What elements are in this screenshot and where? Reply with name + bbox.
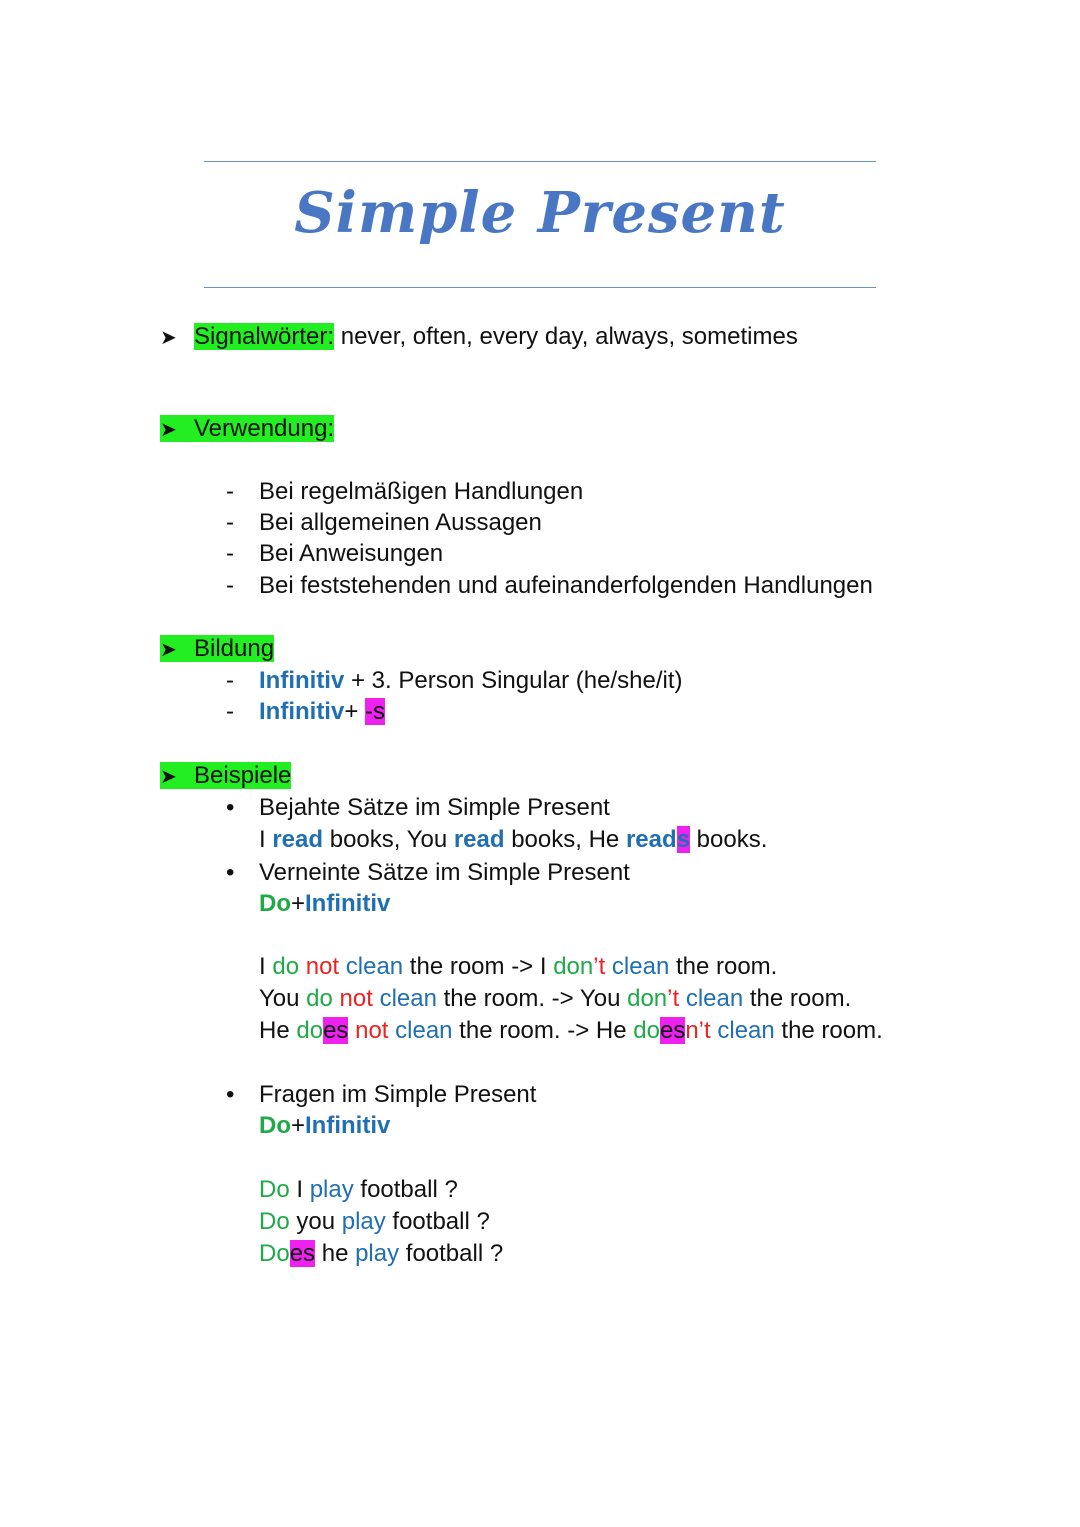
infinitiv-term: Infinitiv <box>259 667 345 694</box>
example-text: I <box>289 1176 310 1203</box>
verwendung-label-box <box>160 415 334 442</box>
do-word: do <box>272 953 300 980</box>
beispiele-label: Beispiele <box>194 762 292 789</box>
example-text: the room. <box>743 985 852 1012</box>
bejaht-heading: Bejahte Sätze im Simple Present <box>259 794 610 821</box>
arrow-bullet-icon: ➤ <box>160 639 177 661</box>
space <box>333 985 340 1012</box>
example-text: books, You <box>323 826 454 853</box>
s-suffix: s <box>676 826 690 853</box>
verneint-heading: Verneinte Sätze im Simple Present <box>259 859 630 886</box>
verb-clean: clean <box>717 1017 775 1044</box>
example-text: the room. <box>669 953 778 980</box>
do-term: Do <box>259 1112 291 1139</box>
bildung-line-1 <box>259 665 683 696</box>
do-word: do <box>633 1017 660 1044</box>
infinitiv-term: Infinitiv <box>305 890 391 917</box>
do-word: Do <box>259 1240 290 1267</box>
fragen-formula <box>259 1110 390 1141</box>
dash-bullet: - <box>226 572 234 599</box>
verb-clean: clean <box>611 953 670 980</box>
example-text: I <box>259 826 273 853</box>
example-text: the room. -> You <box>436 985 628 1012</box>
plus-sign: + <box>291 1112 306 1139</box>
apostrophe-t: ’t <box>667 985 680 1012</box>
bildung-rule-text: + 3. Person Singular (he/she/it) <box>344 667 683 694</box>
bottom-rule <box>204 287 876 288</box>
verwendung-label: Verwendung: <box>194 415 335 442</box>
dash-bullet: - <box>226 540 234 567</box>
verb-clean: clean <box>685 985 744 1012</box>
example-text: he <box>315 1240 356 1267</box>
space <box>373 985 380 1012</box>
signal-line <box>160 321 798 354</box>
verb-read: read <box>453 826 505 853</box>
frage-example-1 <box>259 1174 458 1205</box>
verb-clean: clean <box>379 985 437 1012</box>
bejaht-example <box>259 824 767 855</box>
verb-play: play <box>309 1176 354 1203</box>
infinitiv-term: Infinitiv <box>259 698 345 725</box>
verb-play: play <box>355 1240 400 1267</box>
verwendung-item: Bei Anweisungen <box>259 540 444 567</box>
frage-example-3 <box>259 1238 503 1269</box>
plus-sign: + <box>344 698 366 725</box>
don-word: don <box>553 953 594 980</box>
es-suffix: es <box>289 1240 316 1267</box>
verb-read: read <box>272 826 324 853</box>
plus-sign: + <box>291 890 306 917</box>
dash-bullet: - <box>226 667 234 694</box>
space <box>299 953 306 980</box>
bildung-label-box <box>160 635 274 662</box>
verwendung-item: Bei feststehenden und aufeinanderfolgenden Handlungen <box>259 572 873 599</box>
dash-bullet: - <box>226 509 234 536</box>
verb-clean: clean <box>395 1017 453 1044</box>
example-text: football ? <box>353 1176 458 1203</box>
verneint-example-1 <box>259 951 777 982</box>
s-suffix: -s <box>365 698 386 725</box>
top-rule <box>204 161 876 162</box>
do-term: Do <box>259 890 291 917</box>
es-suffix: es <box>323 1017 349 1044</box>
verneint-example-3 <box>259 1015 883 1046</box>
es-suffix: es <box>659 1017 686 1044</box>
verwendung-item: Bei allgemeinen Aussagen <box>259 509 542 536</box>
bildung-label: Bildung <box>194 635 275 662</box>
nt-word: n’t <box>685 1017 711 1044</box>
example-text: the room. <box>774 1017 883 1044</box>
example-text: I <box>259 953 273 980</box>
arrow-bullet-icon: ➤ <box>160 327 177 349</box>
bildung-heading <box>160 633 274 666</box>
not-word: not <box>339 985 373 1012</box>
verwendung-item: Bei regelmäßigen Handlungen <box>259 478 584 505</box>
fragen-heading: Fragen im Simple Present <box>259 1081 537 1108</box>
beispiele-label-box <box>160 762 291 789</box>
verwendung-heading <box>160 413 334 446</box>
space <box>679 985 686 1012</box>
frage-example-2 <box>259 1206 490 1237</box>
example-text: the room -> I <box>403 953 554 980</box>
do-word: do <box>296 1017 324 1044</box>
dash-bullet: - <box>226 698 234 725</box>
round-bullet: • <box>226 794 235 821</box>
dash-bullet: - <box>226 478 234 505</box>
example-text: you <box>289 1208 342 1235</box>
verneint-formula <box>259 888 390 919</box>
example-text: He <box>259 1017 297 1044</box>
don-word: don <box>627 985 668 1012</box>
not-word: not <box>355 1017 389 1044</box>
do-word: Do <box>259 1208 290 1235</box>
signal-text: never, often, every day, always, sometimes <box>334 323 798 350</box>
do-word: Do <box>259 1176 290 1203</box>
verb-read: read <box>625 826 677 853</box>
do-word: do <box>306 985 333 1012</box>
space <box>339 953 346 980</box>
example-text: football ? <box>385 1208 490 1235</box>
bildung-line-2 <box>259 696 385 727</box>
infinitiv-term: Infinitiv <box>305 1112 391 1139</box>
round-bullet: • <box>226 1081 235 1108</box>
beispiele-heading <box>160 760 291 793</box>
space <box>605 953 612 980</box>
example-text: the room. -> He <box>452 1017 634 1044</box>
round-bullet: • <box>226 859 235 886</box>
example-text: You <box>259 985 307 1012</box>
example-text: books. <box>690 826 768 853</box>
apostrophe-t: ’t <box>593 953 606 980</box>
arrow-bullet-icon: ➤ <box>160 419 177 441</box>
signal-label: Signalwörter: <box>194 323 335 350</box>
verb-play: play <box>341 1208 386 1235</box>
example-text: books, He <box>504 826 626 853</box>
page-title: Simple Present <box>294 180 786 246</box>
verneint-example-2 <box>259 983 851 1014</box>
verb-clean: clean <box>345 953 404 980</box>
example-text: football ? <box>399 1240 504 1267</box>
arrow-bullet-icon: ➤ <box>160 766 177 788</box>
not-word: not <box>305 953 340 980</box>
